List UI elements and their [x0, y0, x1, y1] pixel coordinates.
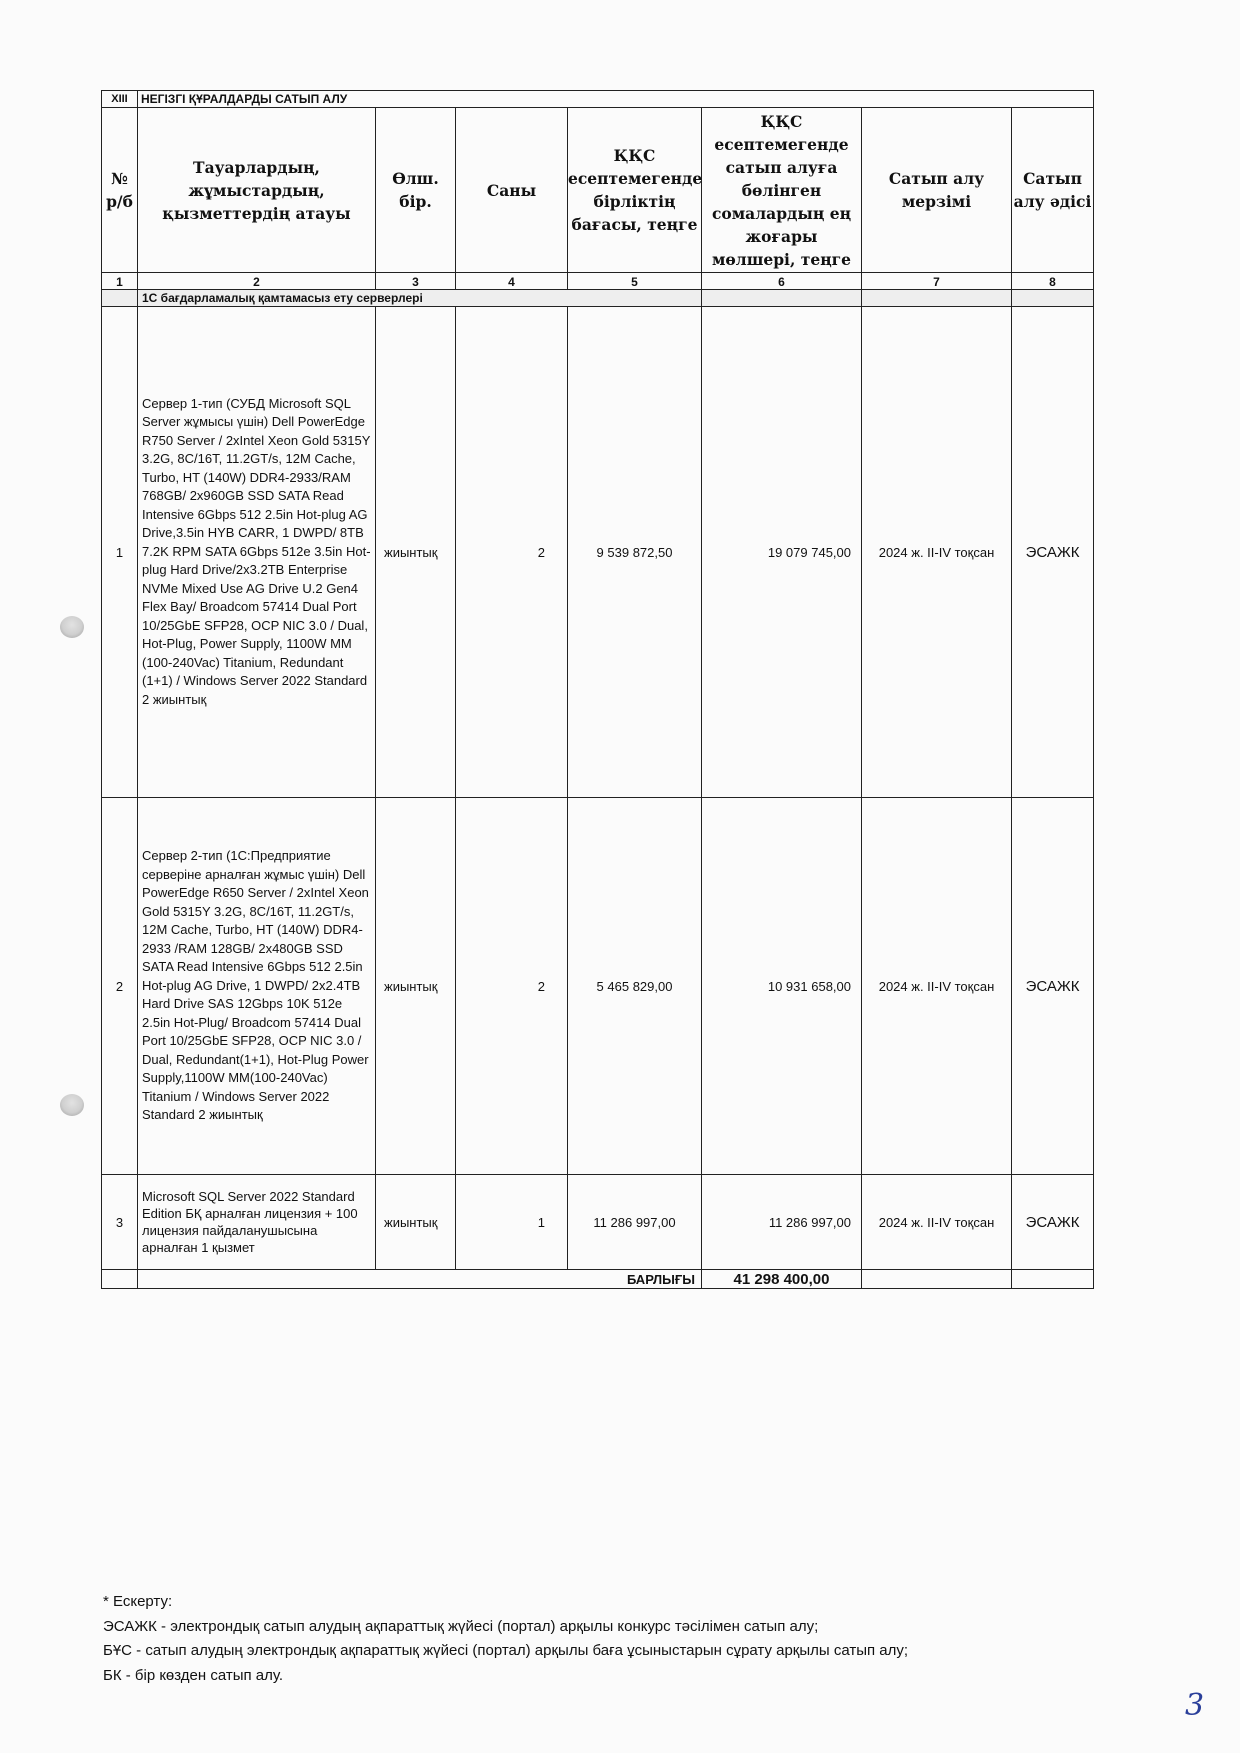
total-empty-cell	[1012, 1270, 1094, 1289]
item-unit-price: 9 539 872,50	[568, 307, 702, 798]
procurement-table	[101, 90, 1094, 1289]
column-number: 5	[568, 273, 702, 290]
header-name: Тауарлардың, жұмыстардың, қызметтердің атауы	[138, 108, 376, 273]
column-number: 7	[862, 273, 1012, 290]
total-empty-cell	[102, 1270, 138, 1289]
row-number: 1	[102, 307, 138, 798]
item-unit-price: 11 286 997,00	[568, 1175, 702, 1270]
group-empty-cell	[102, 290, 138, 307]
row-number: 2	[102, 798, 138, 1175]
group-empty-cell	[702, 290, 862, 307]
item-unit: жиынтық	[376, 1175, 456, 1270]
page-number: 3	[1185, 1688, 1205, 1723]
row-number: 3	[102, 1175, 138, 1270]
total-label: БАРЛЫҒЫ	[138, 1270, 702, 1289]
column-number: 6	[702, 273, 862, 290]
item-max-amount: 10 931 658,00	[702, 798, 862, 1175]
group-empty-cell	[1012, 290, 1094, 307]
item-unit: жиынтық	[376, 798, 456, 1175]
column-number-row	[102, 273, 1094, 290]
table-row	[102, 798, 1094, 1175]
header-unit: Өлш. бір.	[376, 108, 456, 273]
note-line: БК - бір көзден сатып алу.	[103, 1666, 284, 1684]
punch-hole-top	[60, 616, 84, 638]
item-method: ЭСАЖК	[1012, 798, 1094, 1175]
column-number: 4	[456, 273, 568, 290]
item-name: Microsoft SQL Server 2022 Standard Edition БҚ арналған лицензия + 100 лицензия пайдаланушысына арналған 1 қызмет	[138, 1175, 376, 1270]
item-max-amount: 19 079 745,00	[702, 307, 862, 798]
header-max-amount: ҚҚС есептемегенде сатып алуға бөлінген сомалардың ең жоғары мөлшері, теңге	[702, 108, 862, 273]
item-term: 2024 ж. II-IV тоқсан	[862, 307, 1012, 798]
column-number: 8	[1012, 273, 1094, 290]
header-quantity: Саны	[456, 108, 568, 273]
item-quantity: 2	[456, 798, 568, 1175]
header-term: Сатып алу мерзімі	[862, 108, 1012, 273]
column-number: 3	[376, 273, 456, 290]
table-row	[102, 307, 1094, 798]
header-row	[102, 108, 1094, 273]
item-quantity: 2	[456, 307, 568, 798]
column-number: 1	[102, 273, 138, 290]
table-row	[102, 1175, 1094, 1270]
group-empty-cell	[862, 290, 1012, 307]
footnote	[103, 1590, 1103, 1688]
item-method: ЭСАЖК	[1012, 1175, 1094, 1270]
item-term: 2024 ж. II-IV тоқсан	[862, 798, 1012, 1175]
section-title: НЕГІЗГІ ҚҰРАЛДАРДЫ САТЫП АЛУ	[138, 91, 1094, 108]
header-method: Сатып алу әдісі	[1012, 108, 1094, 273]
item-name: Сервер 1-тип (СУБД Microsoft SQL Server жұмысы үшін) Dell PowerEdge R750 Server / 2xIntel Xeon Gold 5315Y 3.2G, 8C/16T, 11.2GT/s, 12M Cache, Turbo, HT (140W) DDR4-2933/RAM 768GB/ 2x960GB SSD SATA Read Intensive 6Gbps 512 2.5in Hot-plug AG Drive,3.5in HYB CARR, 1 DWPD/ 8TB 7.2K RPM SATA 6Gbps 512e 3.5in Hot-plug Hard Drive/2x3.2TB Enterprise NVMe Mixed Use AG Drive U.2 Gen4 Flex Bay/ Broadcom 57414 Dual Port 10/25GbE SFP28, OCP NIC 3.0 / Dual, Hot-Plug, Power Supply, 1100W MM (100-240Vac) Titanium, Redundant (1+1) / Windows Server 2022 Standard 2 жиынтық	[138, 307, 376, 798]
procurement-sheet	[101, 90, 1093, 1289]
note-line: ЭСАЖК - электрондық сатып алудың ақпараттық жүйесі (портал) арқылы конкурс тәсілімен сатып алу;	[103, 1617, 819, 1635]
group-title: 1С бағдарламалық қамтамасыз ету серверлері	[138, 290, 702, 307]
section-number: XIII	[102, 91, 138, 108]
total-empty-cell	[862, 1270, 1012, 1289]
item-quantity: 1	[456, 1175, 568, 1270]
item-unit-price: 5 465 829,00	[568, 798, 702, 1175]
column-number: 2	[138, 273, 376, 290]
item-max-amount: 11 286 997,00	[702, 1175, 862, 1270]
item-name: Сервер 2-тип (1С:Предприятие серверіне арналған жұмыс үшін) Dell PowerEdge R650 Server / 2xIntel Xeon Gold 5315Y 3.2G, 8C/16T, 11.2GT/s, 12M Cache, Turbo, HT (140W) DDR4-2933 /RAM 128GB/ 2x480GB SSD SATA Read Intensive 6Gbps 512 2.5in Hot-plug AG Drive, 1 DWPD/ 2x2.4TB Hard Drive SAS 12Gbps 10K 512e 2.5in Hot-Plug/ Broadcom 57414 Dual Port 10/25GbE SFP28, OCP NIC 3.0 / Dual, Redundant(1+1), Hot-Plug Power Supply,1100W MM(100-240Vac) Titanium / Windows Server 2022 Standard 2 жиынтық	[138, 798, 376, 1175]
note-line: БҰС - сатып алудың электрондық ақпараттық жүйесі (портал) арқылы баға ұсыныстарын сұрату арқылы сатып алу;	[103, 1642, 909, 1659]
note-heading: * Ескерту:	[103, 1593, 173, 1610]
total-row	[102, 1270, 1094, 1289]
item-method: ЭСАЖК	[1012, 307, 1094, 798]
punch-hole-bottom	[60, 1094, 84, 1116]
section-title-row	[102, 91, 1094, 108]
item-unit: жиынтық	[376, 307, 456, 798]
header-unit-price: ҚҚС есептемегенде бірліктің бағасы, теңге	[568, 108, 702, 273]
item-term: 2024 ж. II-IV тоқсан	[862, 1175, 1012, 1270]
header-number: № р/б	[102, 108, 138, 273]
group-row	[102, 290, 1094, 307]
total-value: 41 298 400,00	[702, 1270, 862, 1289]
